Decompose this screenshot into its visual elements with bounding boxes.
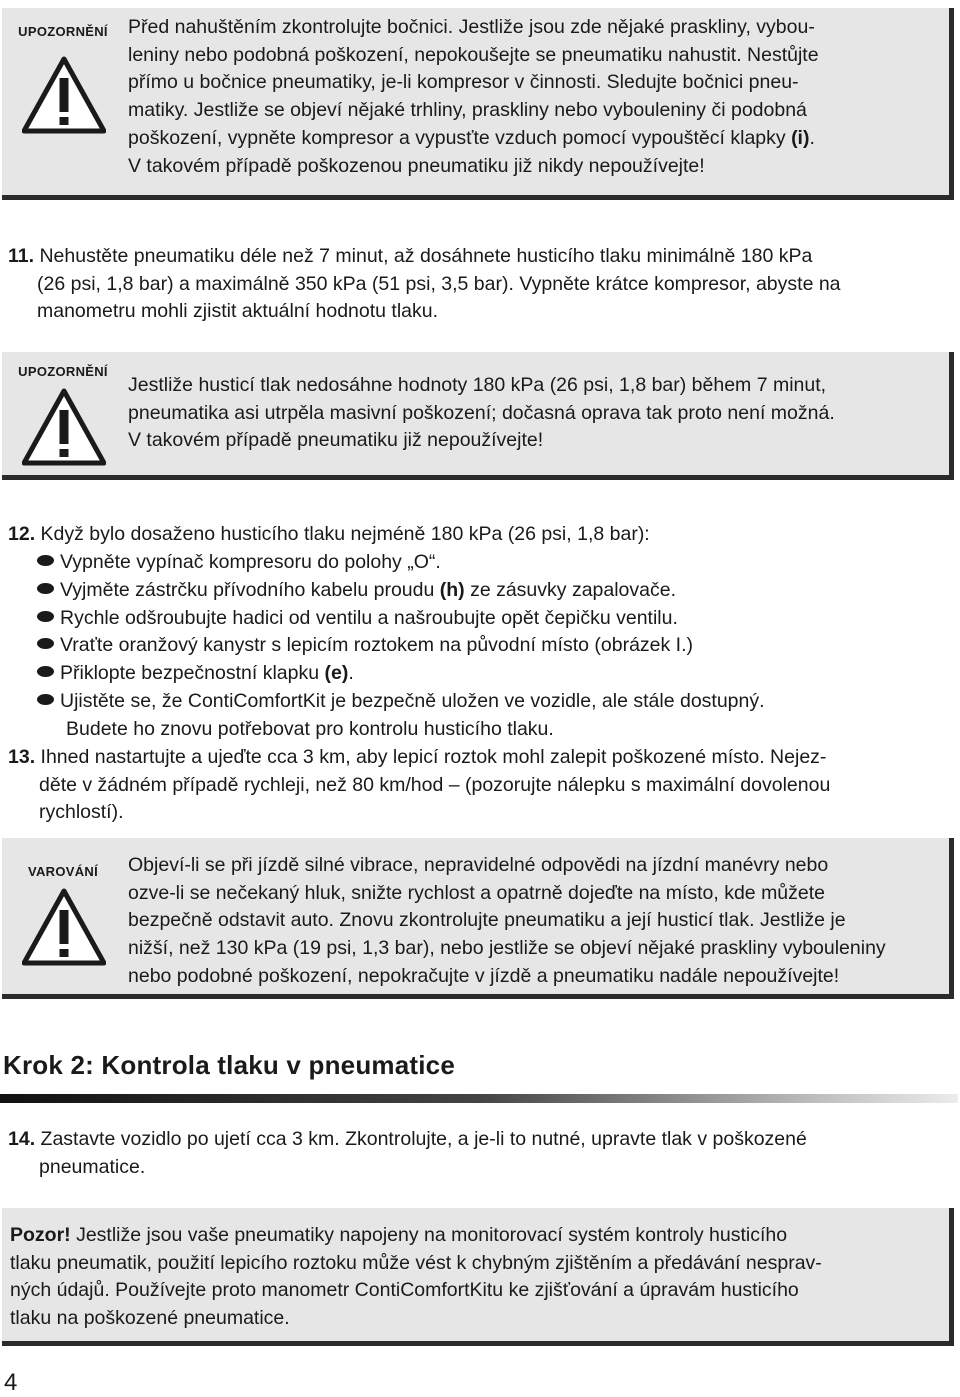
ref-label: (h) — [439, 579, 465, 601]
text-span: Když bylo dosaženo husticího tlaku nejméně 180 kPa (26 psi, 1,8 bar): — [40, 523, 650, 545]
step-13 — [8, 744, 958, 827]
bullet-dot-icon — [37, 666, 54, 677]
list-item — [37, 660, 354, 688]
text-span: Jestliže jsou vaše pneumatiky napojeny na monitorovací systém kontroly husticího — [70, 1224, 788, 1246]
text-line: Před nahuštěním zkontrolujte bočnici. Jestliže jsou zde nějaké praskliny, vybou- — [128, 16, 815, 38]
warning-text — [128, 852, 943, 991]
ref-label: (e) — [324, 662, 349, 684]
section-heading: Krok 2: Kontrola tlaku v pneumatice — [3, 1050, 455, 1080]
step-14 — [8, 1126, 958, 1181]
warning-label: VAROVÁNÍ — [27, 864, 99, 879]
bullet-dot-icon — [37, 611, 54, 622]
list-item — [37, 632, 693, 660]
warning-text — [128, 14, 943, 180]
step-number: 13. — [8, 746, 36, 768]
note-text — [10, 1222, 943, 1333]
text-line — [8, 744, 958, 772]
text-line: ných údajů. Používejte proto manometr ContiComfortKitu ke zjišťování a úpravám husticího — [10, 1279, 799, 1302]
text-span: poškození, vypněte kompresor a vypusťte vzduch pomocí vypouštěcí klapky — [128, 126, 792, 149]
text-line: V takovém případě pneumatiku již nepoužívejte! — [128, 429, 544, 452]
warning-box-3 — [2, 838, 954, 999]
text-line: Objeví-li se při jízdě silné vibrace, nepravidelné odpovědi na jízdní manévry nebo — [128, 854, 829, 876]
text-span: ze zásuvky zapalovače. — [464, 579, 677, 601]
step-number: 11. — [8, 245, 35, 267]
text-line: leniny nebo podobná poškození, nepokoušejte se pneumatiku nahustit. Nestůjte — [128, 43, 819, 66]
text-span: Vyjměte zástrčku přívodního kabelu proudu — [60, 579, 440, 601]
text-span: Rychle odšroubujte hadici od ventilu a našroubujte opět čepičku ventilu. — [60, 607, 678, 629]
text-line: Budete ho znovu potřebovat pro kontrolu husticího tlaku. — [66, 718, 554, 740]
text-line: (26 psi, 1,8 bar) a maximálně 350 kPa (51 psi, 3,5 bar). Vypněte krátce kompresor, abyste na — [37, 272, 841, 295]
list-item — [37, 577, 676, 605]
list-item — [37, 605, 678, 633]
text-line: přímo u bočnice pneumatiky, je-li kompresor v činnosti. Sledujte bočnici pneu- — [128, 71, 799, 94]
warning-box-2 — [2, 352, 954, 480]
text-span: Vraťte oranžový kanystr s lepicím roztokem na původní místo (obrázek I.) — [60, 634, 694, 656]
heading-rule — [0, 1094, 958, 1103]
text-span: . — [809, 126, 815, 149]
text-line: V takovém případě poškozenou pneumatiku již nikdy nepoužívejte! — [128, 154, 705, 177]
text-span: Nehustěte pneumatiku déle než 7 minut, až dosáhnete husticího tlaku minimálně 180 kPa — [39, 245, 813, 267]
text-span: Vypněte vypínač kompresoru do polohy „O“. — [60, 551, 441, 573]
text-span: Ihned nastartujte a ujeďte cca 3 km, aby lepicí roztok mohl zalepit poškozené místo. Nejez- — [40, 746, 827, 768]
warning-triangle-icon — [22, 56, 106, 134]
text-line — [10, 1222, 943, 1250]
text-span: Přiklopte bezpečnostní klapku — [60, 662, 325, 684]
text-line — [8, 243, 958, 271]
note-label: Pozor! — [10, 1224, 71, 1246]
warning-box-1 — [2, 8, 954, 200]
bullet-dot-icon — [37, 555, 54, 566]
list-item — [37, 688, 765, 716]
text-span: . — [348, 662, 354, 684]
text-span: Zastavte vozidlo po ujetí cca 3 km. Zkontrolujte, a je-li to nutné, upravte tlak v poškozené — [40, 1128, 807, 1150]
warning-label: UPOZORNĚNÍ — [18, 364, 108, 379]
list-item — [37, 549, 441, 577]
text-line: pneumatika asi utrpěla masivní poškození; dočasná oprava tak proto není možná. — [128, 401, 835, 424]
text-line: děte v žádném případě rychleji, než 80 km/hod – (pozorujte nálepku s maximální dovolenou — [39, 773, 831, 796]
warning-triangle-icon — [22, 888, 106, 966]
ref-label: (i) — [791, 126, 810, 149]
text-line: Jestliže husticí tlak nedosáhne hodnoty 180 kPa (26 psi, 1,8 bar) během 7 minut, — [128, 374, 827, 396]
text-line: tlaku pneumatik, použití lepicího roztoku může vést k chybným zjištěním a předávání nesprav- — [10, 1251, 822, 1274]
text-line: bezpečně odstavit auto. Znovu zkontrolujte pneumatiku a její husticí tlak. Jestliže je — [128, 909, 846, 932]
step-12 — [8, 521, 958, 549]
step-11 — [8, 243, 958, 326]
text-line: pneumatice. — [39, 1155, 146, 1178]
text-line: nižší, než 130 kPa (19 psi, 1,3 bar), nebo jestliže se objeví nějaké praskliny vybouleniny — [128, 937, 886, 960]
warning-triangle-icon — [22, 388, 106, 466]
text-line: manometru mohli zjistit aktuální hodnotu tlaku. — [37, 300, 439, 323]
step-number: 14. — [8, 1128, 36, 1150]
warning-text — [128, 372, 943, 455]
warning-label: UPOZORNĚNÍ — [18, 24, 108, 39]
text-line: tlaku na poškozené pneumatice. — [10, 1307, 290, 1330]
text-line: ozve-li se nečekaný hluk, snižte rychlost a opatrně dojeďte na místo, kde můžete — [128, 881, 826, 904]
page-number: 4 — [4, 1369, 18, 1396]
step-number: 12. — [8, 523, 36, 545]
text-line: nebo podobné poškození, nepokračujte v jízdě a pneumatiku nadále nepoužívejte! — [128, 964, 840, 987]
text-line — [8, 1126, 958, 1154]
text-line: rychlostí). — [39, 801, 124, 824]
bullet-dot-icon — [37, 694, 54, 705]
note-box — [2, 1208, 954, 1346]
text-line — [128, 125, 943, 153]
text-line: matiky. Jestliže se objeví nějaké trhliny, praskliny nebo vybouleniny či podobná — [128, 99, 807, 122]
bullet-dot-icon — [37, 638, 54, 649]
bullet-dot-icon — [37, 583, 54, 594]
text-span: Ujistěte se, že ContiComfortKit je bezpečně uložen ve vozidle, ale stále dostupný. — [60, 690, 765, 712]
